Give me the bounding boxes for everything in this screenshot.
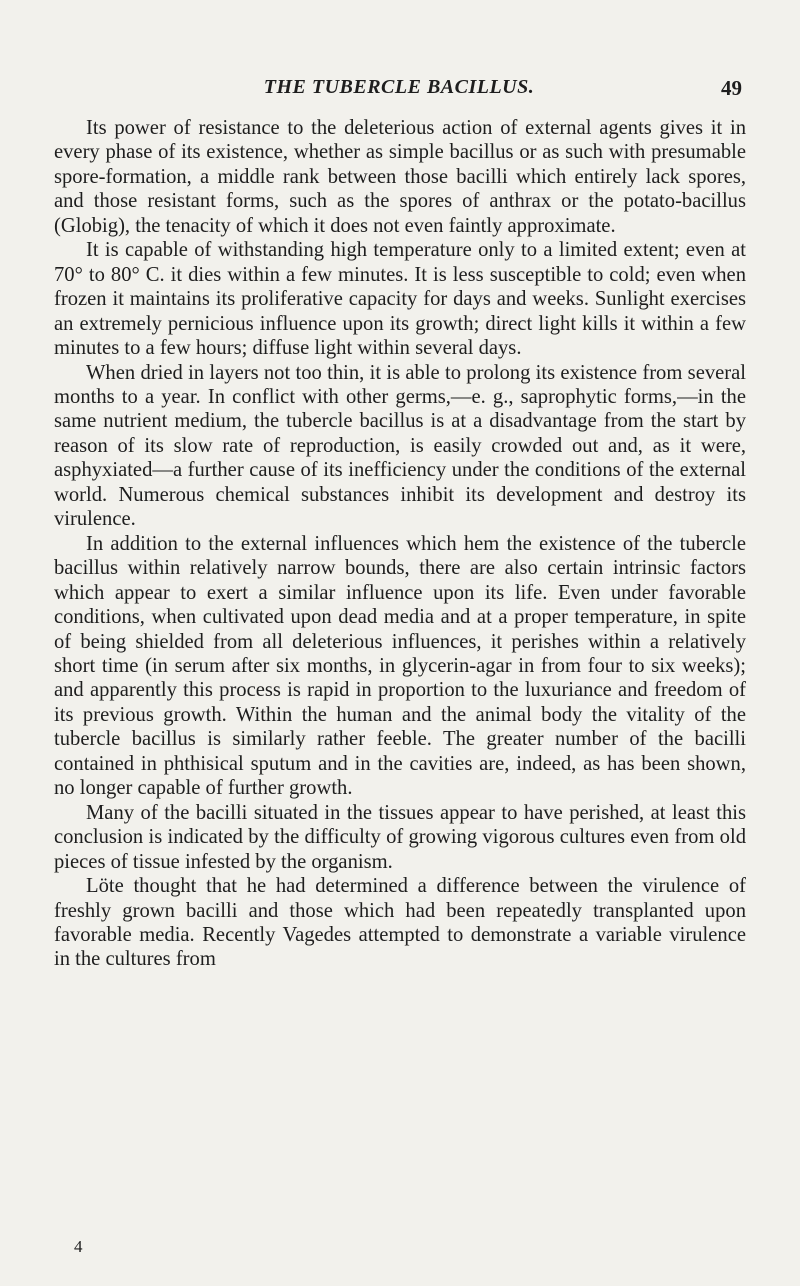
page-header xyxy=(54,76,744,106)
paragraph: In addition to the external influences which hem the existence of the tubercle bacillus within relatively narrow bounds, there are also certain intrinsic factors which appear to exert a similar influence upon its life. Even under favorable conditions, when cultivated upon dead media and at a proper temperature, in spite of being shielded from all deleterious influences, it perishes within a relatively short time (in serum after six months, in glycerin-agar in from four to six weeks); and apparently this process is rapid in proportion to the luxuriance and freedom of its previous growth. Within the human and the animal body the vitality of the tubercle bacillus is similarly rather feeble. The greater number of the bacilli contained in phthisical sputum and in the cavities are, indeed, as has been shown, no longer capable of further growth. xyxy=(54,532,746,800)
paragraph: When dried in layers not too thin, it is able to prolong its existence from several months to a year. In conflict with other germs,—e. g., saprophytic forms,—in the same nutrient medium, the tubercle bacillus is at a disadvantage from the start by reason of its slow rate of reproduction, is easily crowded out and, as it were, asphyxiated—a further cause of its inefficiency under the conditions of the external world. Numerous chemical substances inhibit its development and destroy its virulence. xyxy=(54,361,746,531)
paragraph: Many of the bacilli situated in the tissues appear to have perished, at least this conclusion is indicated by the difficulty of growing vigorous cultures even from old pieces of tissue infested by the organism. xyxy=(54,801,746,873)
paragraph: It is capable of withstanding high temperature only to a limited extent; even at 70° to 80° C. it dies within a few minutes. It is less susceptible to cold; even when frozen it maintains its proliferative capacity for days and weeks. Sunlight exercises an extremely pernicious influence upon its growth; direct light kills it within a few minutes to a few hours; diffuse light within several days. xyxy=(54,239,746,360)
page-number: 49 xyxy=(721,76,742,100)
body-text xyxy=(54,116,746,972)
running-title: THE TUBERCLE BACILLUS. xyxy=(263,76,535,98)
paragraph: Its power of resistance to the deleterious action of external agents gives it in every phase of its existence, whether as simple bacillus or as such with presumable spore-formation, a middle rank between those bacilli which entirely lack spores, and those resistant forms, such as the spores of anthrax or the potato-bacillus (Globig), the tenacity of which it does not even faintly approximate. xyxy=(54,117,746,237)
signature-mark: 4 xyxy=(74,1237,83,1256)
paragraph: Löte thought that he had determined a difference between the virulence of freshly grown bacilli and those which had been repeatedly transplanted upon favorable media. Recently Vagedes attempted to demonstrate a variable virulence in the cultures from xyxy=(54,875,746,971)
